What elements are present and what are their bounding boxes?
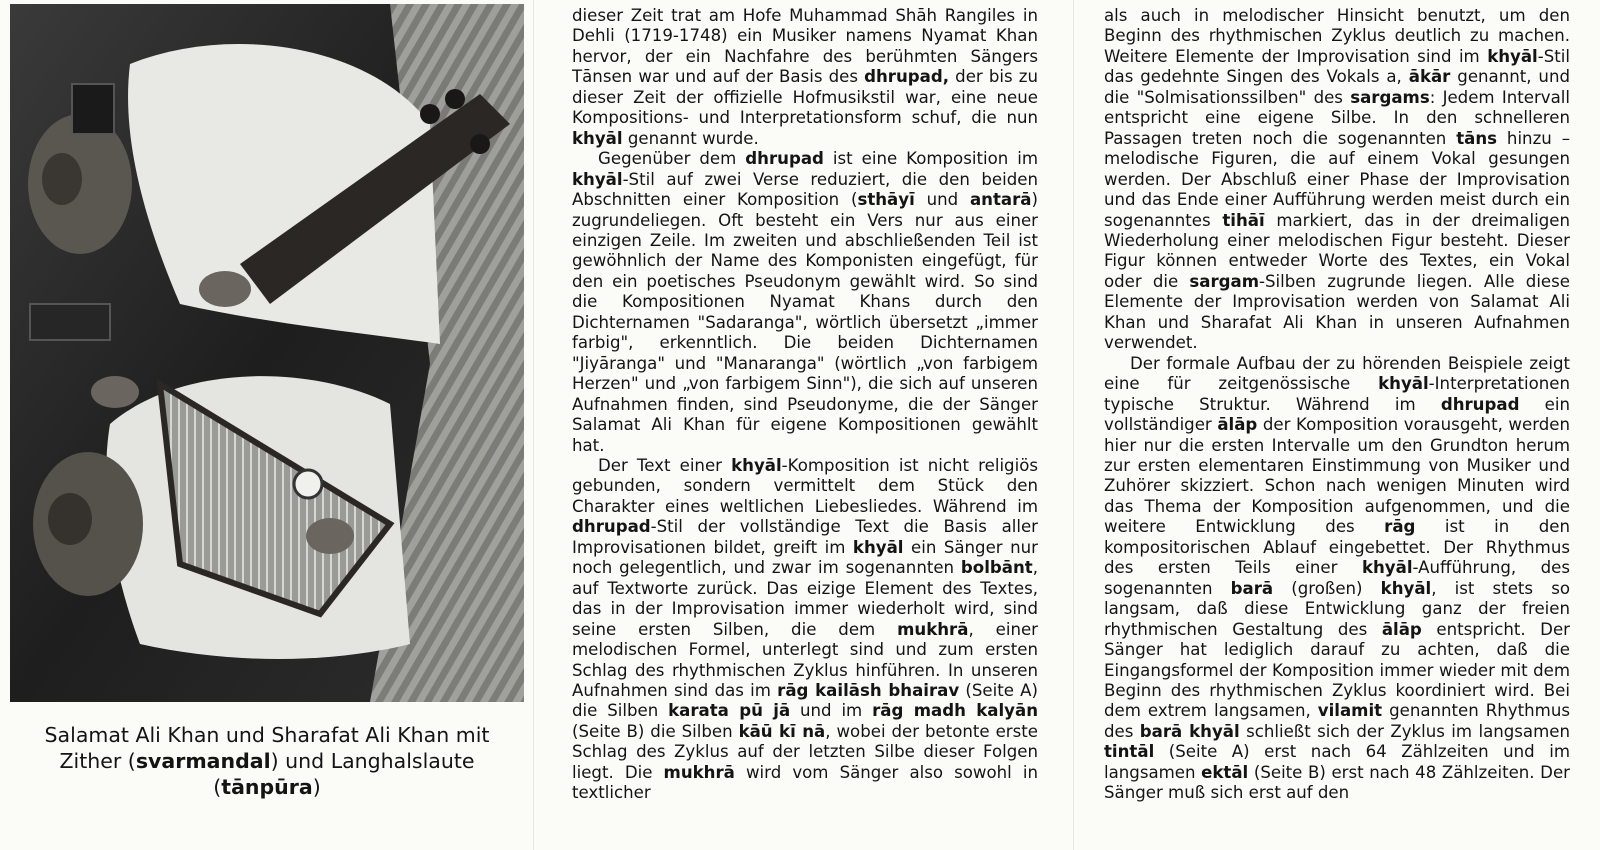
paragraph [572, 6, 1038, 149]
text-run: wird vom Sänger also sowohl in textlicher [572, 762, 1039, 803]
text-run: ) [312, 775, 321, 799]
bold-term: bolbānt [960, 558, 1033, 578]
bold-term: barā [1230, 578, 1274, 598]
text-run: (Seite B) die Silben [572, 721, 739, 741]
text-run: , ist stets so langsam, daß diese Entwicklung ganz der freien rhythmischen Gestaltung des [1104, 578, 1570, 639]
text-run: und im [790, 701, 873, 721]
text-run: -Silben zugrunde liegen. Alle diese Elemente der Improvisation werden von Salamat Ali Khan und Sharafat Ali Khan in unseren Aufnahmen verwendet. [1104, 271, 1570, 353]
text-run: (Seite A) die Silben [572, 680, 1038, 721]
text-run: -Komposition ist nicht religiös gebunden, sondern vermittelt dem Stück den Charakter eines weltlichen Liebesliedes. Während im [572, 455, 1038, 516]
text-run: , einer melodischen Formel, unterlegt sind und zum ersten Schlag des rhythmischen Zyklus hinführen. In unseren Aufnahmen sind das im [572, 619, 1038, 700]
text-run: , auf Textworte zurück. Das eizige Element des Textes, das in der Improvisation immer wiederholt wird, sind seine ersten Silben, die dem [572, 558, 1038, 639]
bold-term: tāns [1456, 128, 1498, 148]
text-run: ist eine Komposition im [823, 149, 1038, 169]
bold-term: kāū kī nā [738, 721, 826, 741]
text-run: als auch in melodischer Hinsicht benutzt, um den Beginn des rhythmischen Zyklus deutlich zu machen. Weitere Elemente der Improvisation sind im [1104, 6, 1570, 66]
photo-illustration [10, 4, 524, 702]
bold-term: sthāyī [857, 190, 915, 210]
text-run: -Aufführung, des sogenannten [1104, 558, 1570, 598]
bold-term: mukhrā [897, 619, 969, 639]
text-run: mit Zither ( [59, 723, 490, 773]
bold-term: khyāl [572, 169, 623, 189]
text-run: schließt sich der Zyklus im langsamen [1239, 721, 1570, 741]
text-run: (Seite A) erst nach 64 Zählzeiten und im langsamen [1104, 742, 1570, 782]
text-column-middle [572, 6, 1038, 804]
bold-term: karata pū jā [668, 701, 791, 721]
text-run: entspricht. Der Sänger hat lediglich darauf zu achten, daß die Eingangsformel der Komposition immer wieder mit dem Beginn des rhythmischen Zyklus koordiniert wird. Bei dem extrem langsamen, [1104, 619, 1570, 721]
bold-term: khyāl [731, 455, 782, 475]
bold-term: ākār [1408, 67, 1451, 87]
text-run: Gegenüber dem [598, 149, 746, 169]
bold-term: rāg madh kalyān [872, 701, 1039, 721]
text-run: Der formale Aufbau der zu hörenden Beispiele zeigt eine für zeitgenössische [1104, 353, 1570, 394]
text-run: Der Text einer [598, 455, 732, 475]
text-run: : Jedem Intervall entspricht eine eigene Silbe. In den schnelleren Passagen treten noch die sogenannten [1104, 87, 1570, 148]
text-run: -Stil der vollständige Text die Basis aller Improvisationen bildet, greift im [572, 517, 1038, 557]
bold-term: mukhrā [663, 762, 735, 782]
text-run: genannt, und die "Solmisationssilben" des [1104, 67, 1571, 107]
bold-term: rāg [1384, 517, 1416, 537]
bold-term: khyāl [1380, 578, 1432, 598]
text-run: (großen) [1273, 578, 1381, 598]
bold-term: dhrupad [1440, 394, 1520, 414]
photo-caption [12, 722, 522, 800]
bold-term: sargam [1189, 271, 1260, 291]
musicians-photo [10, 4, 524, 702]
text-run: genannt wurde. [622, 128, 759, 148]
bold-term: khyāl [1378, 374, 1429, 394]
text-run: genannten Rhythmus des [1104, 701, 1570, 741]
text-run: dieser Zeit trat am Hofe Muhammad Shāh Rangiles in Dehli (1719-1748) ein Musiker namens Nyamat Khan hervor, der ein Nachfahre des berühmten Sängers Tānsen war und auf der Basis des [572, 6, 1038, 87]
bold-term: sargams [1350, 87, 1430, 107]
bold-term: ektāl [1201, 762, 1249, 782]
bold-term: dhrupad, [864, 67, 950, 87]
text-run: (Seite B) erst nach 48 Zählzeiten. Der Sänger muß sich erst auf den [1104, 762, 1570, 803]
text-run: ist in den kompositorischen Ablauf eingebettet. Der Rhythmus des ersten Teils einer [1104, 517, 1570, 578]
text-run: ) und [270, 749, 331, 773]
text-run: ein vollständiger [1104, 394, 1570, 435]
bold-term: tānpūra [221, 775, 313, 799]
bold-term: khyāl [572, 128, 623, 148]
bold-term: ālāp [1217, 415, 1258, 435]
bold-term: khyāl [1487, 46, 1538, 66]
bold-term: ālāp [1381, 619, 1422, 639]
text-run: , wobei der betonte erste Schlag des Zyklus auf der letzten Silbe dieser Folgen liegt. Die [572, 721, 1038, 782]
bold-term: tintāl [1104, 742, 1155, 762]
text-run: der bis zu dieser Zeit der offizielle Hofmusikstil war, eine neue Kompositions- und Interpretationsform schuf, die nun [572, 67, 1039, 128]
text-run: Langhalslaute ( [213, 749, 475, 799]
text-column-right [1104, 6, 1570, 804]
text-run: -Stil auf zwei Verse reduziert, die den beiden Abschnitten einer Komposition ( [572, 169, 1038, 210]
paragraph [572, 456, 1038, 804]
text-run: ein Sänger nur noch gelegentlich, und zwar im sogenannten [572, 537, 1038, 578]
text-run: hinzu – melodische Figuren, die auf einem Vokal gesungen werden. Der Abschluß einer Phase der Improvisation und das Ende einer Aufführung werden meist durch ein sogenanntes [1104, 128, 1570, 230]
paragraph [1104, 354, 1570, 804]
text-run: der Komposition vorausgeht, werden hier nur die ersten Intervalle um den Grundton herum zur ersten elementaren Einstimmung von Musiker und Zuhörer skizziert. Schon nach wenigen Minuten wird das Thema der Komposition aufgenommen, und die weitere Entwicklung des [1104, 415, 1571, 537]
text-run: Salamat Ali Khan und Sharafat Ali Khan [44, 723, 456, 747]
text-run: -Stil das gedehnte Singen des Vokals a, [1104, 46, 1570, 87]
bold-term: dhrupad [572, 517, 651, 537]
text-run: und [914, 190, 970, 210]
bold-term: dhrupad [745, 149, 824, 169]
bold-term: vilamit [1317, 701, 1383, 721]
bold-term: svarmandal [135, 749, 271, 773]
text-run: ) zugrundeliegen. Oft besteht ein Vers nur aus einer einzigen Zeile. Im zweiten und abschließenden Teil ist gewöhnlich der Name des Komponisten eingefügt, für den ein poetisches Pseudonym gewählt wird. So sind die Kompositionen Nyamat Khans durch den Dichternamen "Sadaranga", wörtlich übersetzt „immer farbig", erkenntlich. Die beiden Dichternamen "Jiyāranga" und "Manaranga" (wörtlich „von farbigem Herzen" und „von farbigem Sinn"), die sich auf unseren Aufnahmen finden, sind Pseudonyme, die der Sänger Salamat Ali Khan für eigene Kompositionen gewählt hat. [572, 190, 1038, 455]
paragraph [1104, 6, 1570, 354]
bold-term: khyāl [852, 537, 904, 557]
bold-term: barā khyāl [1139, 721, 1240, 741]
paragraph [572, 149, 1038, 456]
bold-term: rāg kailāsh bhairav [777, 680, 960, 700]
text-run: -Interpretationen typische Struktur. Während im [1104, 374, 1570, 414]
bold-term: antarā [969, 190, 1032, 210]
bold-term: khyāl [1361, 558, 1413, 578]
text-run: markiert, das in der dreimaligen Wiederholung einer melodischen Figur besteht. Dieser Figur können entweder Worte des Textes, ein Vokal oder die [1104, 210, 1570, 291]
bold-term: tihāī [1222, 210, 1265, 230]
